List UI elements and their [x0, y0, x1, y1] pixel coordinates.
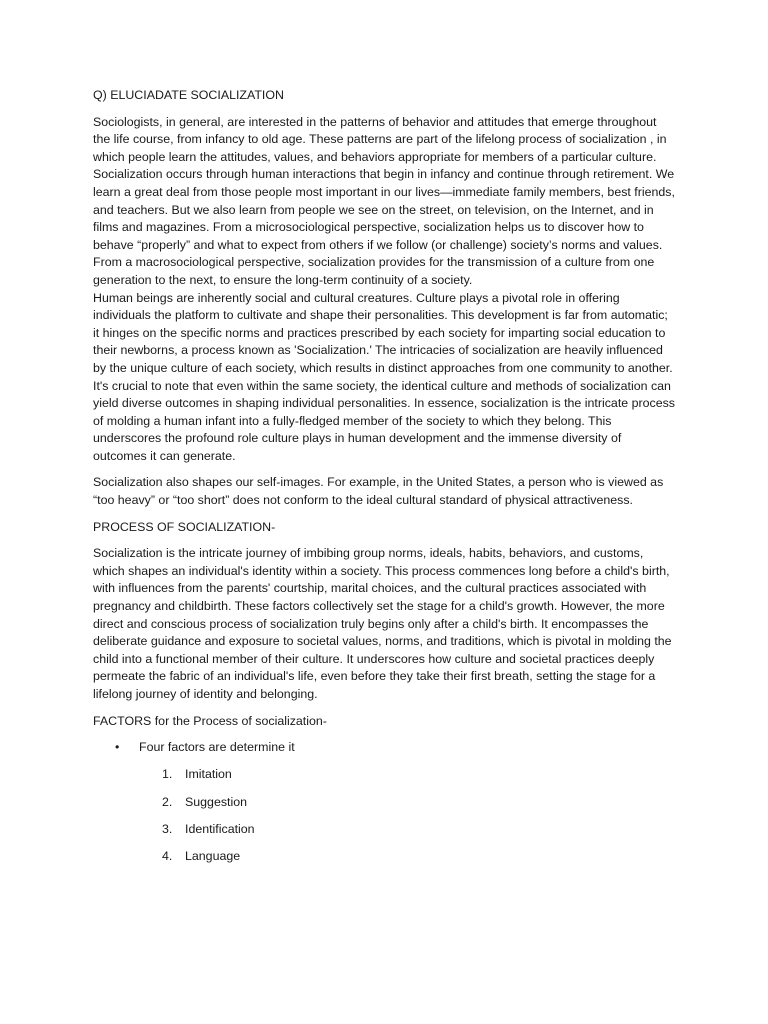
bullet-item	[93, 739, 675, 757]
factor-label: Identification	[185, 821, 255, 836]
factor-label: Language	[185, 848, 241, 863]
factor-number: 1.	[162, 767, 173, 782]
self-image-paragraph: Socialization also shapes our self-images. For example, in the United States, a person who is viewed as “too heavy” or “too short” does not conform to the ideal cultural standard of physical attractiveness.	[93, 475, 664, 508]
process-paragraph: Socialization is the intricate journey of imbibing group norms, ideals, habits, behaviors, and customs, which shapes an individual's identity within a society. This process commences long before a child's birth, with influences from the parents' courtship, marital choices, and the cultural practices associated with pregnancy and childbirth. These factors collectively set the stage for a child's growth. However, the more direct and conscious process of socialization truly begins only after a child's birth. It encompasses the deliberate guidance and exposure to societal values, norms, and traditions, which is pivotal in molding the child into a functional member of their culture. It underscores how culture and societal practices deeply permeate the fabric of an individual's life, even before they take their first breath, setting the stage for a lifelong journey of identity and belonging.	[93, 546, 672, 701]
document-body	[93, 87, 675, 875]
bullet-item-text: Four factors are determine it	[139, 740, 295, 755]
factor-number: 4.	[162, 848, 173, 863]
factor-item-suggestion	[93, 794, 675, 812]
intro-paragraph: Sociologists, in general, are interested in the patterns of behavior and attitudes that emerge throughout the life course, from infancy to old age. These patterns are part of the lifelong process of socialization , in which people learn the attitudes, values, and behaviors appropriate for members of a particular culture. Socialization occurs through human interactions that begin in infancy and continue through retirement. We learn a great deal from those people most important in our lives—immediate family members, best friends, and teachers. But we also learn from people we see on the street, on television, on the Internet, and in films and magazines. From a microsociological perspective, socialization helps us to discover how to behave “properly” and what to expect from others if we follow (or challenge) society’s norms and values. From a macrosociological perspective, socialization provides for the transmission of a culture from one generation to the next, to ensure the long-term continuity of a society.	[93, 114, 675, 287]
factor-item-imitation	[93, 766, 675, 784]
factor-item-language	[93, 848, 675, 866]
factor-number: 3.	[162, 821, 173, 836]
process-heading: PROCESS OF SOCIALIZATION-	[93, 519, 276, 534]
factors-heading: FACTORS for the Process of socialization-	[93, 713, 327, 728]
bullet-icon: •	[115, 740, 120, 755]
factor-number: 2.	[162, 794, 173, 809]
factor-label: Suggestion	[185, 794, 248, 809]
factor-label: Imitation	[185, 767, 232, 782]
document-title: Q) ELUCIADATE SOCIALIZATION	[93, 88, 284, 102]
factor-item-identification	[93, 821, 675, 839]
culture-paragraph: Human beings are inherently social and cultural creatures. Culture plays a pivotal role in offering individuals the platform to cultivate and shape their personalities. This development is far from automatic; it hinges on the specific norms and practices prescribed by each society for imparting social education to their newborns, a process known as 'Socialization.' The intricacies of socialization are heavily influenced by the unique culture of each society, which results in distinct approaches from one community to another. It's crucial to note that even within the same society, the identical culture and methods of socialization can yield diverse outcomes in shaping individual personalities. In essence, socialization is the intricate process of molding a human infant into a fully-fledged member of the society to which they belong. This underscores the profound role culture plays in human development and the immense diversity of outcomes it can generate.	[93, 290, 675, 463]
